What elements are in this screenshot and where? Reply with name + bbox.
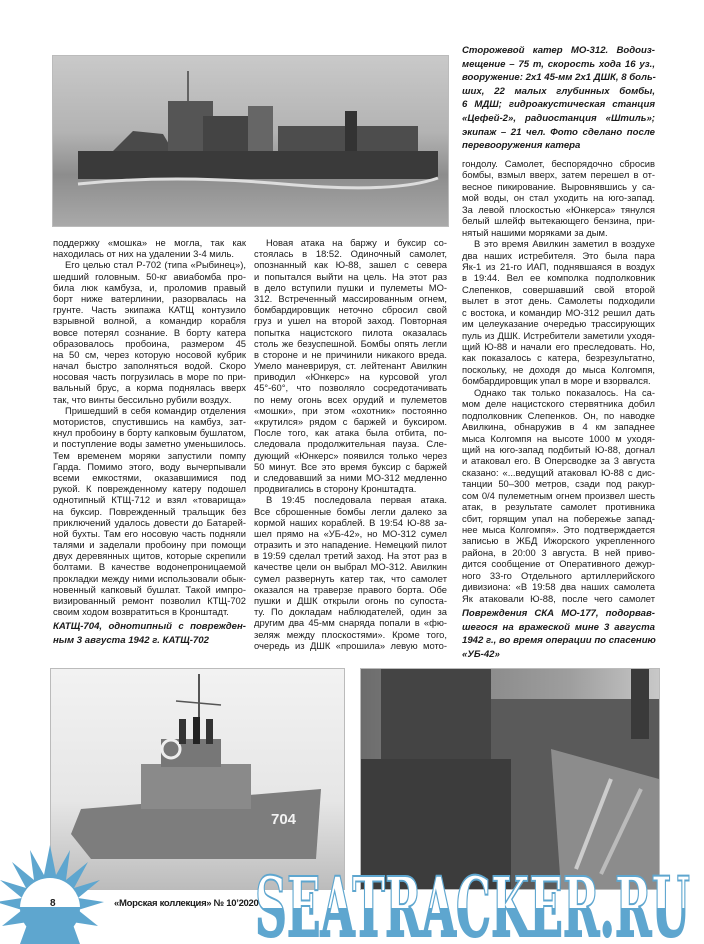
- text-line: шедший головным. 50-кг авиабомба про-: [53, 270, 246, 282]
- text-line: новенный капковый бушлат. Такой импро-: [53, 583, 246, 595]
- text-line: начал быстро заполняться водой. Скоро: [53, 360, 246, 372]
- text-line: кнул пробоину в борту капковым бушлатом,: [53, 427, 246, 439]
- text-line: опознанный как Ю-88, зашел с севера: [254, 259, 447, 271]
- text-line: взрывной волной, а командир корабля: [53, 315, 246, 327]
- text-line: В это время Авилкин заметил в воздухе: [474, 238, 655, 250]
- text-line: попытка нацистского пилота оказалась: [254, 326, 447, 338]
- text-line: Авилкина, обнаружив в 4 км западнее: [462, 421, 655, 433]
- page-number: 8: [50, 898, 56, 909]
- caption-line: ным 3 августа 1942 г. КАТЩ-702: [53, 634, 209, 646]
- hull-number: 704: [271, 811, 297, 828]
- sunburst-logo-icon: [0, 845, 104, 944]
- text-line: и атаковал его. В Оперсводке за 3 августа: [462, 455, 655, 467]
- text-line: 45°-60°, что позволяло сосредотачивать: [254, 382, 447, 394]
- caption-line: ших, 22 малых глубинных бомбы,: [462, 85, 655, 97]
- top-photo-caption: [462, 44, 655, 153]
- text-line: бомбардировщик упал в море и взорвался.: [462, 375, 651, 387]
- text-line: своим ходом возвратиться в Кронштадт.: [53, 606, 229, 618]
- watermark-text: SEATRACKER.RU: [255, 860, 690, 944]
- text-line: приключений удалось довести до Батарей-: [53, 516, 246, 528]
- caption-line: Повреждения СКА МО-177, подорвав-: [462, 608, 655, 619]
- text-line: два наших истребителя. Это была пара: [462, 249, 655, 261]
- text-line: нятый нашими моряками за дым.: [462, 226, 608, 238]
- text-line: пуль из ДШК. Истребители заметили уходя-: [462, 329, 655, 341]
- article-column-1: [53, 237, 246, 617]
- text-line: им целеуказание очередью трассирующих: [462, 318, 655, 330]
- caption-line: перевооружения катера: [462, 140, 581, 152]
- caption-mo-177: [462, 607, 655, 661]
- text-line: сказано: «...ведущий атаковал Ю-88 с дис-: [462, 466, 655, 478]
- text-line: Тем временем моряки запустили помпу: [53, 449, 246, 461]
- text-line: другим два 45-мм снаряда попали в «фю-: [254, 617, 447, 629]
- caption-line: экипаж – 21 чел. Фото сделано после: [462, 126, 655, 138]
- caption-line: Сторожевой катер МО-312. Водоиз-: [462, 45, 655, 56]
- caption-katshch-704: [53, 620, 246, 647]
- text-line: атак, в результате самолет противника: [462, 501, 655, 513]
- text-line: очередь из ДШК «прошила» левую мото-: [254, 639, 447, 651]
- text-line: качестве цели он выбрал МО-312. Авилкин: [254, 561, 447, 573]
- text-line: дующий «Юнкерс» появился только через: [254, 449, 447, 461]
- text-line: следовала продолжительная пауза. Сле-: [254, 438, 447, 450]
- text-line: шел прямо на «УБ-42», но МО-312 сумел: [254, 527, 447, 539]
- article-column-2: [254, 237, 447, 651]
- text-line: района, в 20:00 3 августа. В ней приво-: [462, 546, 655, 558]
- text-line: танции 50–300 метров, сзади под ракур-: [462, 478, 655, 490]
- text-line: 312. Встреченный массированным огнем,: [254, 292, 447, 304]
- text-line: с востока, и командир МО-312 решил дать: [462, 306, 655, 318]
- text-line: белый шлейф вытекающего бензина, при-: [462, 215, 655, 227]
- text-line: на 50 см, через которую носовой кубрик: [53, 348, 246, 360]
- text-line: Умело маневрируя, ст. лейтенант Авилкин: [254, 360, 447, 372]
- text-line: борт ниже ватерлинии, разорвалась на: [53, 292, 246, 304]
- text-line: столь же безуспешной. Бомбы опять легли: [254, 337, 447, 349]
- text-line: в 19:59 сделал третий заход. На этот раз в: [254, 550, 447, 562]
- text-line: «крутился» рядом с баржей и буксиром.: [254, 416, 447, 427]
- caption-line: «Цефей-2», радиостанция «Штиль»;: [462, 112, 655, 124]
- caption-line: вооружение: 2х1 45-мм 2х1 ДШК, 8 боль-: [462, 72, 656, 84]
- caption-line: КАТЩ-704, однотипный с поврежден-: [53, 621, 246, 632]
- text-line: прокладки между ними использовали обык-: [53, 572, 246, 584]
- magazine-issue: «Морская коллекция» № 10’2020: [114, 898, 259, 909]
- boat-silhouette: [53, 56, 448, 226]
- text-line: била люк камбуза, и, проломив правый: [53, 281, 246, 293]
- text-line: мой воды, он стал уходить на юго-запад.: [462, 192, 655, 204]
- text-line: записью в ЖБД Ижорского укрепленного: [462, 535, 655, 547]
- text-line: талями и заделали пробоину при помощи: [53, 539, 246, 551]
- text-line: ного 33-го Отдельного артиллерийского: [462, 569, 655, 581]
- text-line: образовалось пробоина, размером 45: [53, 337, 246, 349]
- text-line: Як-1 из 21-го ИАП, поднявшаяся в воздух: [462, 260, 655, 272]
- text-line: Слепенков, совершавший свой второй: [462, 283, 655, 295]
- text-line: приводил «Юнкерс» на курсовой угол: [254, 371, 447, 383]
- text-line: по нему огонь всех орудий и пулеметов: [254, 393, 447, 405]
- text-line: мом деле нацистского стервятника добил: [462, 398, 655, 410]
- caption-line: шегося на вражеской мине 3 августа: [462, 621, 655, 633]
- text-line: бомбы, взмыл вверх, затем перешел в от-: [462, 169, 655, 181]
- text-line: находилась от них на удалении 3-4 миль.: [53, 248, 234, 260]
- text-line: В 19:45 последовала первая атака.: [266, 494, 447, 506]
- text-line: кормой наших кораблей. В 19:54 Ю-88 за-: [254, 516, 447, 528]
- text-line: рукой. К поврежденному катеру подошел: [53, 483, 246, 495]
- text-line: грунте. Часть экипажа КАТЩ контузило: [53, 304, 246, 316]
- caption-line: мещение – 75 т, скорость хода 16 уз.,: [462, 58, 655, 70]
- text-line: мотористов, спустившись на камбуз, зат-: [53, 416, 246, 427]
- text-line: зеляж между плоскостями». Кроме того,: [254, 628, 447, 640]
- text-line: вальный брус, а корма поднялась вверх: [53, 382, 246, 394]
- text-line: на буксир. Поврежденный тральщик без: [53, 505, 246, 517]
- text-line: мыса Колгомпя на высоте 1000 м уходя-: [462, 432, 655, 444]
- text-line: оказался на траверзе правого борта. Обе: [254, 583, 447, 595]
- caption-line: 6 МДШ; гидроакустическая станция: [462, 99, 655, 111]
- text-line: поддержку «мошка» не могла, так как: [53, 237, 246, 248]
- text-line: в стороне и не причинили никакого вреда.: [254, 348, 447, 360]
- text-line: весное пикирование. Выровнявшись у са-: [462, 180, 655, 192]
- text-line: и следовавший за ними МО-312 медленно: [254, 471, 447, 483]
- text-line: Однако так только показалось. На са-: [474, 386, 655, 398]
- caption-line: «УБ-42»: [462, 648, 500, 660]
- text-line: Новая атака на баржу и буксир со-: [266, 237, 447, 248]
- text-line: стоялась в 18:52. Одиночный самолет,: [254, 248, 447, 260]
- text-line: После того, как атака была отбита, по-: [254, 427, 447, 439]
- text-line: щий Ю-88 и начали его преследовать. Но,: [462, 341, 655, 352]
- caption-line: 1942 г., во время операции по спасению: [462, 635, 656, 647]
- text-line: подполковник Слепенков. Он, по наводке: [462, 409, 655, 421]
- text-line: 50 минут. Все это время буксир с баржей: [254, 460, 447, 472]
- seatracker-watermark: [0, 840, 704, 944]
- text-line: нее мыса Колгомпя». Это подтверждается: [462, 524, 655, 535]
- article-column-3: [462, 158, 655, 604]
- text-line: Пришедший в себя командир отделения: [65, 404, 246, 416]
- text-line: как показалось с катера, безрезультатно,: [462, 352, 655, 364]
- text-line: груз и ушел на второй заход. Повторная: [254, 315, 447, 327]
- text-line: так, что винты бессильно рубили воздух.: [53, 393, 232, 405]
- text-line: отразить и это нападение. Немецкий пилот: [254, 539, 447, 551]
- text-line: ной бухты. Там его носовую часть подняли: [53, 527, 246, 539]
- text-line: продвигались в сторону Кронштадта.: [254, 483, 417, 495]
- text-line: сумел развернуть катер так, что самолет: [254, 572, 447, 584]
- photo-mo-312: [52, 55, 449, 227]
- text-line: Як атаковали Ю-88, после чего самолет: [462, 592, 655, 604]
- text-line: Все сброшенные бомбы легли далеко за: [254, 505, 447, 517]
- text-line: пушки и ДШК открыли огонь по супоста-: [254, 595, 447, 606]
- text-line: дивизиона: «В 19:58 два наших самолета: [462, 581, 655, 593]
- text-line: в дело вступили пушки и пулеметы МО-: [254, 281, 447, 293]
- text-line: За левой плоскостью «Юнкерса» тянулся: [462, 203, 655, 215]
- text-line: Гарда. Помимо этого, воду вычерпывали: [53, 460, 246, 472]
- text-line: и поступление воды заметно уменьшилось.: [53, 438, 246, 450]
- text-line: и попытался выйти на цель. На этот раз: [254, 270, 447, 282]
- text-line: поскольку, не доходя до мыса Колгомпя,: [462, 363, 655, 375]
- text-line: носовая часть погрузилась в море по при-: [53, 371, 246, 383]
- text-line: гондолу. Самолет, беспорядочно сбросив: [462, 158, 655, 169]
- text-line: однотипный КТЩ-712 и взял «товарища»: [53, 494, 246, 506]
- text-line: вовсе потерял сознание. В борту катера: [53, 326, 246, 338]
- text-line: всеми емкостями, оказавшимися под: [53, 471, 246, 483]
- text-line: бомбардировщик неточно сбросил свой: [254, 304, 447, 316]
- text-line: дится сообщение от Оперативного дежур-: [462, 558, 655, 570]
- text-line: визированный ремонт позволил КТЩ-702: [53, 595, 246, 606]
- text-line: в 19:44. Вел ее комполка подполковник: [462, 272, 655, 284]
- text-line: «мошки», при этом «охотник» постоянно: [254, 404, 447, 416]
- text-line: вылет в этот день. Самолеты подходили: [462, 295, 655, 307]
- text-line: сбит, горящим упал на побережье запад-: [462, 512, 655, 524]
- text-line: щий на юго-запад подбитый Ю-88, догнал: [462, 443, 655, 455]
- text-line: Его целью стал Р-702 (типа «Рыбинец»),: [65, 259, 246, 271]
- text-line: ту. По докладам наблюдателей, один за: [254, 606, 447, 618]
- text-line: сом 0/4 пулеметным огнем произвел шесть: [462, 489, 655, 501]
- text-line: болтами. В качестве водонепроницаемой: [53, 561, 246, 573]
- text-line: двух деревянных щитов, которые скрепили: [53, 550, 246, 562]
